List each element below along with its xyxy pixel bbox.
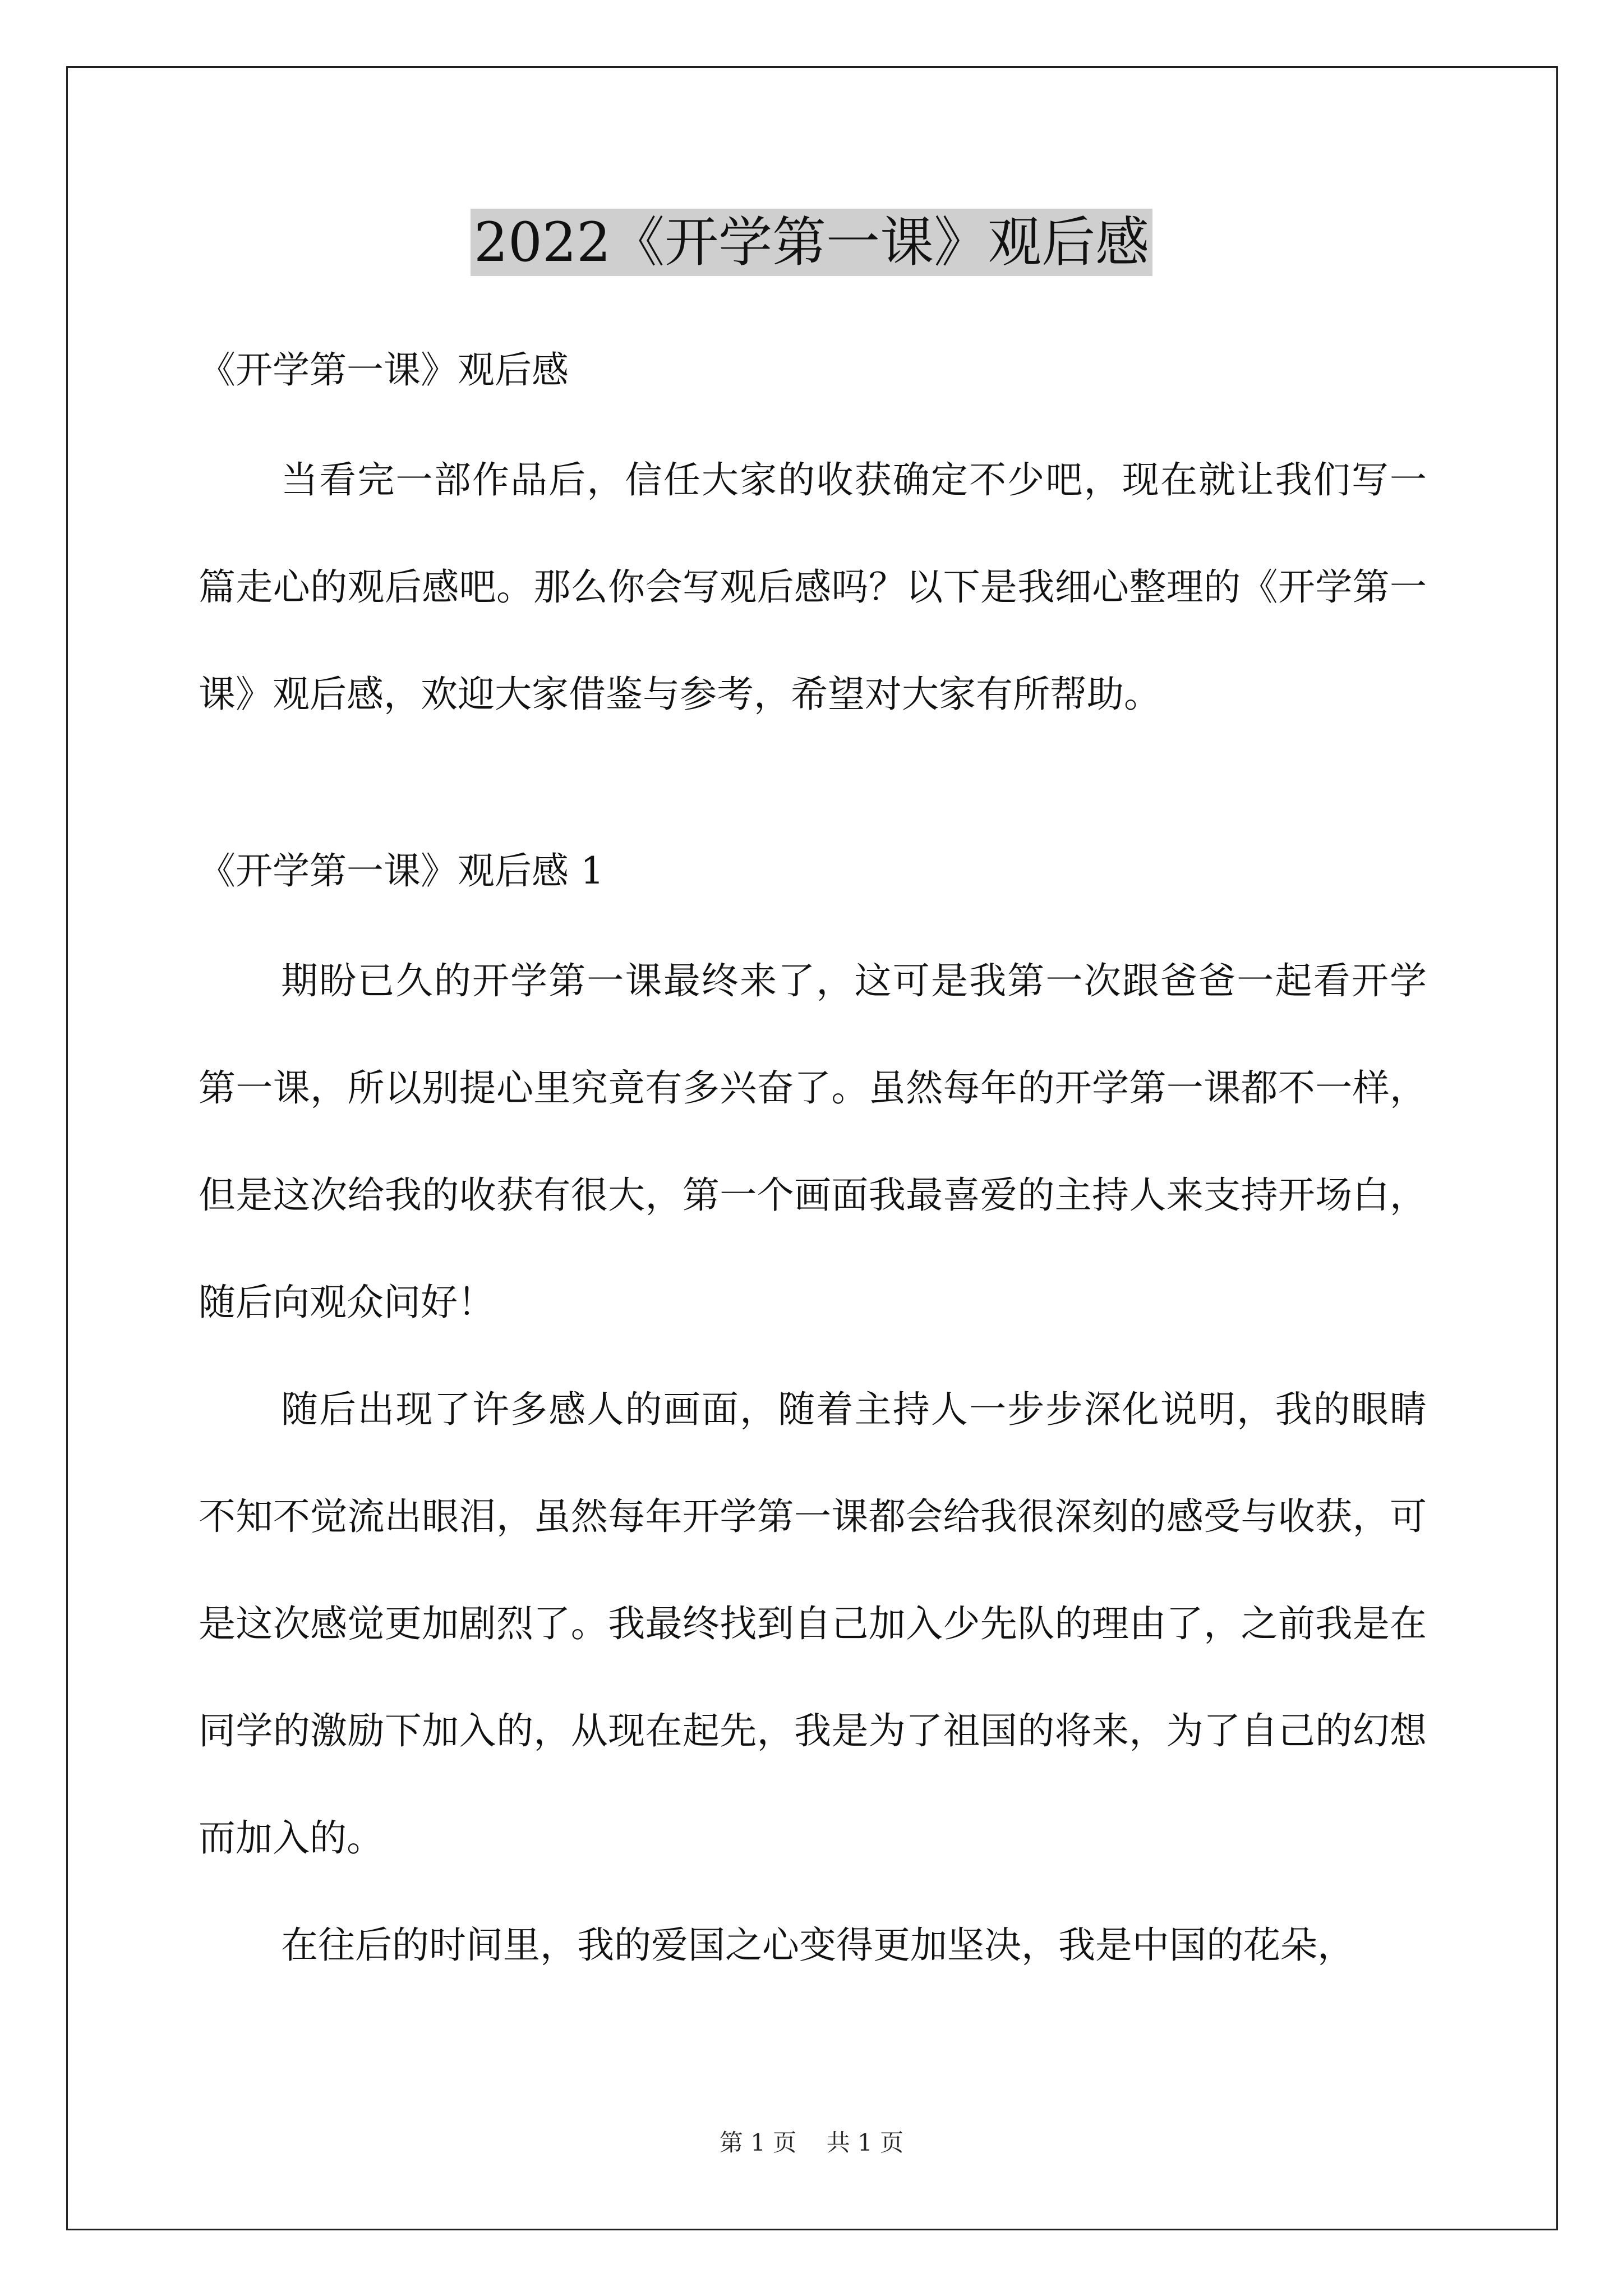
intro-paragraph: 当看完一部作品后，信任大家的收获确定不少吧，现在就让我们写一篇走心的观后感吧。那么你会写观后感吗？以下是我细心整理的《开学第一课》观后感，欢迎大家借鉴与参考，希望对大家有所帮助。 [199,458,1427,716]
document-subtitle: 《开学第一课》观后感 [199,348,569,392]
page-footer: 第 1 页 共 1 页 [719,2129,904,2156]
section-spacer [199,748,1427,815]
body-paragraph-3: 在往后的时间里，我的爱国之心变得更加坚决，我是中国的花朵， [281,1924,1354,1967]
document-title-text: 2022《开学第一课》观后感 [471,209,1152,276]
section-heading: 《开学第一课》观后感 1 [199,849,604,892]
document-body [199,314,1427,1999]
body-paragraph-2: 随后出现了许多感人的画面，随着主持人一步步深化说明，我的眼睛不知不觉流出眼泪，虽然每年开学第一课都会给我很深刻的感受与收获，可是这次感觉更加剧烈了。我最终找到自己加入少先队的理由了，之前我是在同学的激励下加入的，从现在起先，我是为了祖国的将来，为了自己的幻想而加入的。 [199,1388,1427,1860]
body-paragraph-1: 期盼已久的开学第一课最终来了，这可是我第一次跟爸爸一起看开学第一课，所以别提心里究竟有多兴奋了。虽然每年的开学第一课都不一样，但是这次给我的收获有很大，第一个画面我最喜爱的主持人来支持开场白，随后向观众问好！ [199,959,1427,1324]
document-title [0,203,1623,282]
